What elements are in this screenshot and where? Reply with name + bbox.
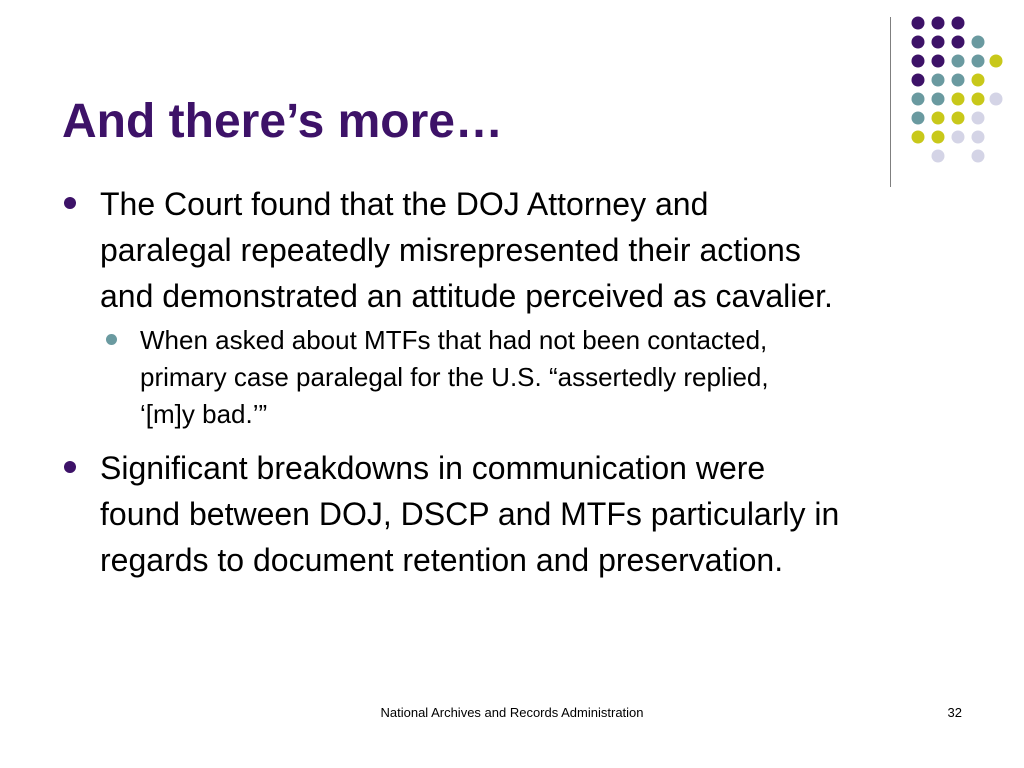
slide-title: And there’s more… — [62, 95, 503, 148]
decorative-dot — [932, 112, 945, 125]
decorative-dot — [912, 112, 925, 125]
bullet-text-line: found between DOJ, DSCP and MTFs particularly in — [100, 496, 840, 532]
decorative-dot — [932, 55, 945, 68]
decorative-dot — [912, 36, 925, 49]
bullet-marker — [64, 461, 76, 473]
decorative-dot — [932, 17, 945, 30]
decorative-dot — [972, 93, 985, 106]
decorative-dot — [932, 131, 945, 144]
decorative-dot — [912, 55, 925, 68]
bullet-text-line: Significant breakdowns in communication were — [100, 450, 766, 486]
decorative-dot — [972, 74, 985, 87]
bullet-text-line: The Court found that the DOJ Attorney and — [100, 186, 709, 222]
decorative-dot — [972, 150, 985, 163]
decorative-dot — [952, 17, 965, 30]
decorative-dot — [912, 93, 925, 106]
decorative-dot — [990, 93, 1003, 106]
bullet-text-line: paralegal repeatedly misrepresented their actions — [100, 232, 801, 268]
decorative-dot — [912, 74, 925, 87]
decorative-dot — [952, 131, 965, 144]
bullet-item — [100, 445, 980, 583]
footer-organization: National Archives and Records Administration — [380, 705, 644, 720]
decorative-dot — [972, 36, 985, 49]
decorative-dot — [932, 150, 945, 163]
decorative-dot — [912, 131, 925, 144]
decorative-dot — [972, 55, 985, 68]
decorative-dot — [952, 74, 965, 87]
bullet-text-line: regards to document retention and preservation. — [100, 542, 784, 578]
decorative-dot — [972, 112, 985, 125]
decorative-dot — [932, 93, 945, 106]
decorative-dot — [952, 112, 965, 125]
decorative-dot — [912, 17, 925, 30]
vertical-divider — [890, 17, 891, 187]
bullet-marker — [64, 197, 76, 209]
decorative-dot — [952, 93, 965, 106]
decorative-dot — [990, 55, 1003, 68]
sub-bullet-marker — [106, 334, 117, 345]
bullet-item — [100, 181, 980, 319]
footer-page-number: 32 — [947, 705, 962, 720]
sub-bullet-text-line: When asked about MTFs that had not been contacted, — [140, 325, 768, 355]
bullet-text-line: and demonstrated an attitude perceived as cavalier. — [100, 278, 833, 314]
decorative-dot — [952, 55, 965, 68]
sub-bullet-item — [140, 322, 940, 433]
decorative-dot — [932, 36, 945, 49]
sub-bullet-text-line: ‘[m]y bad.’” — [140, 399, 268, 429]
decorative-dot — [972, 131, 985, 144]
decorative-dot — [952, 36, 965, 49]
decorative-dot — [932, 74, 945, 87]
sub-bullet-text-line: primary case paralegal for the U.S. “assertedly replied, — [140, 362, 769, 392]
